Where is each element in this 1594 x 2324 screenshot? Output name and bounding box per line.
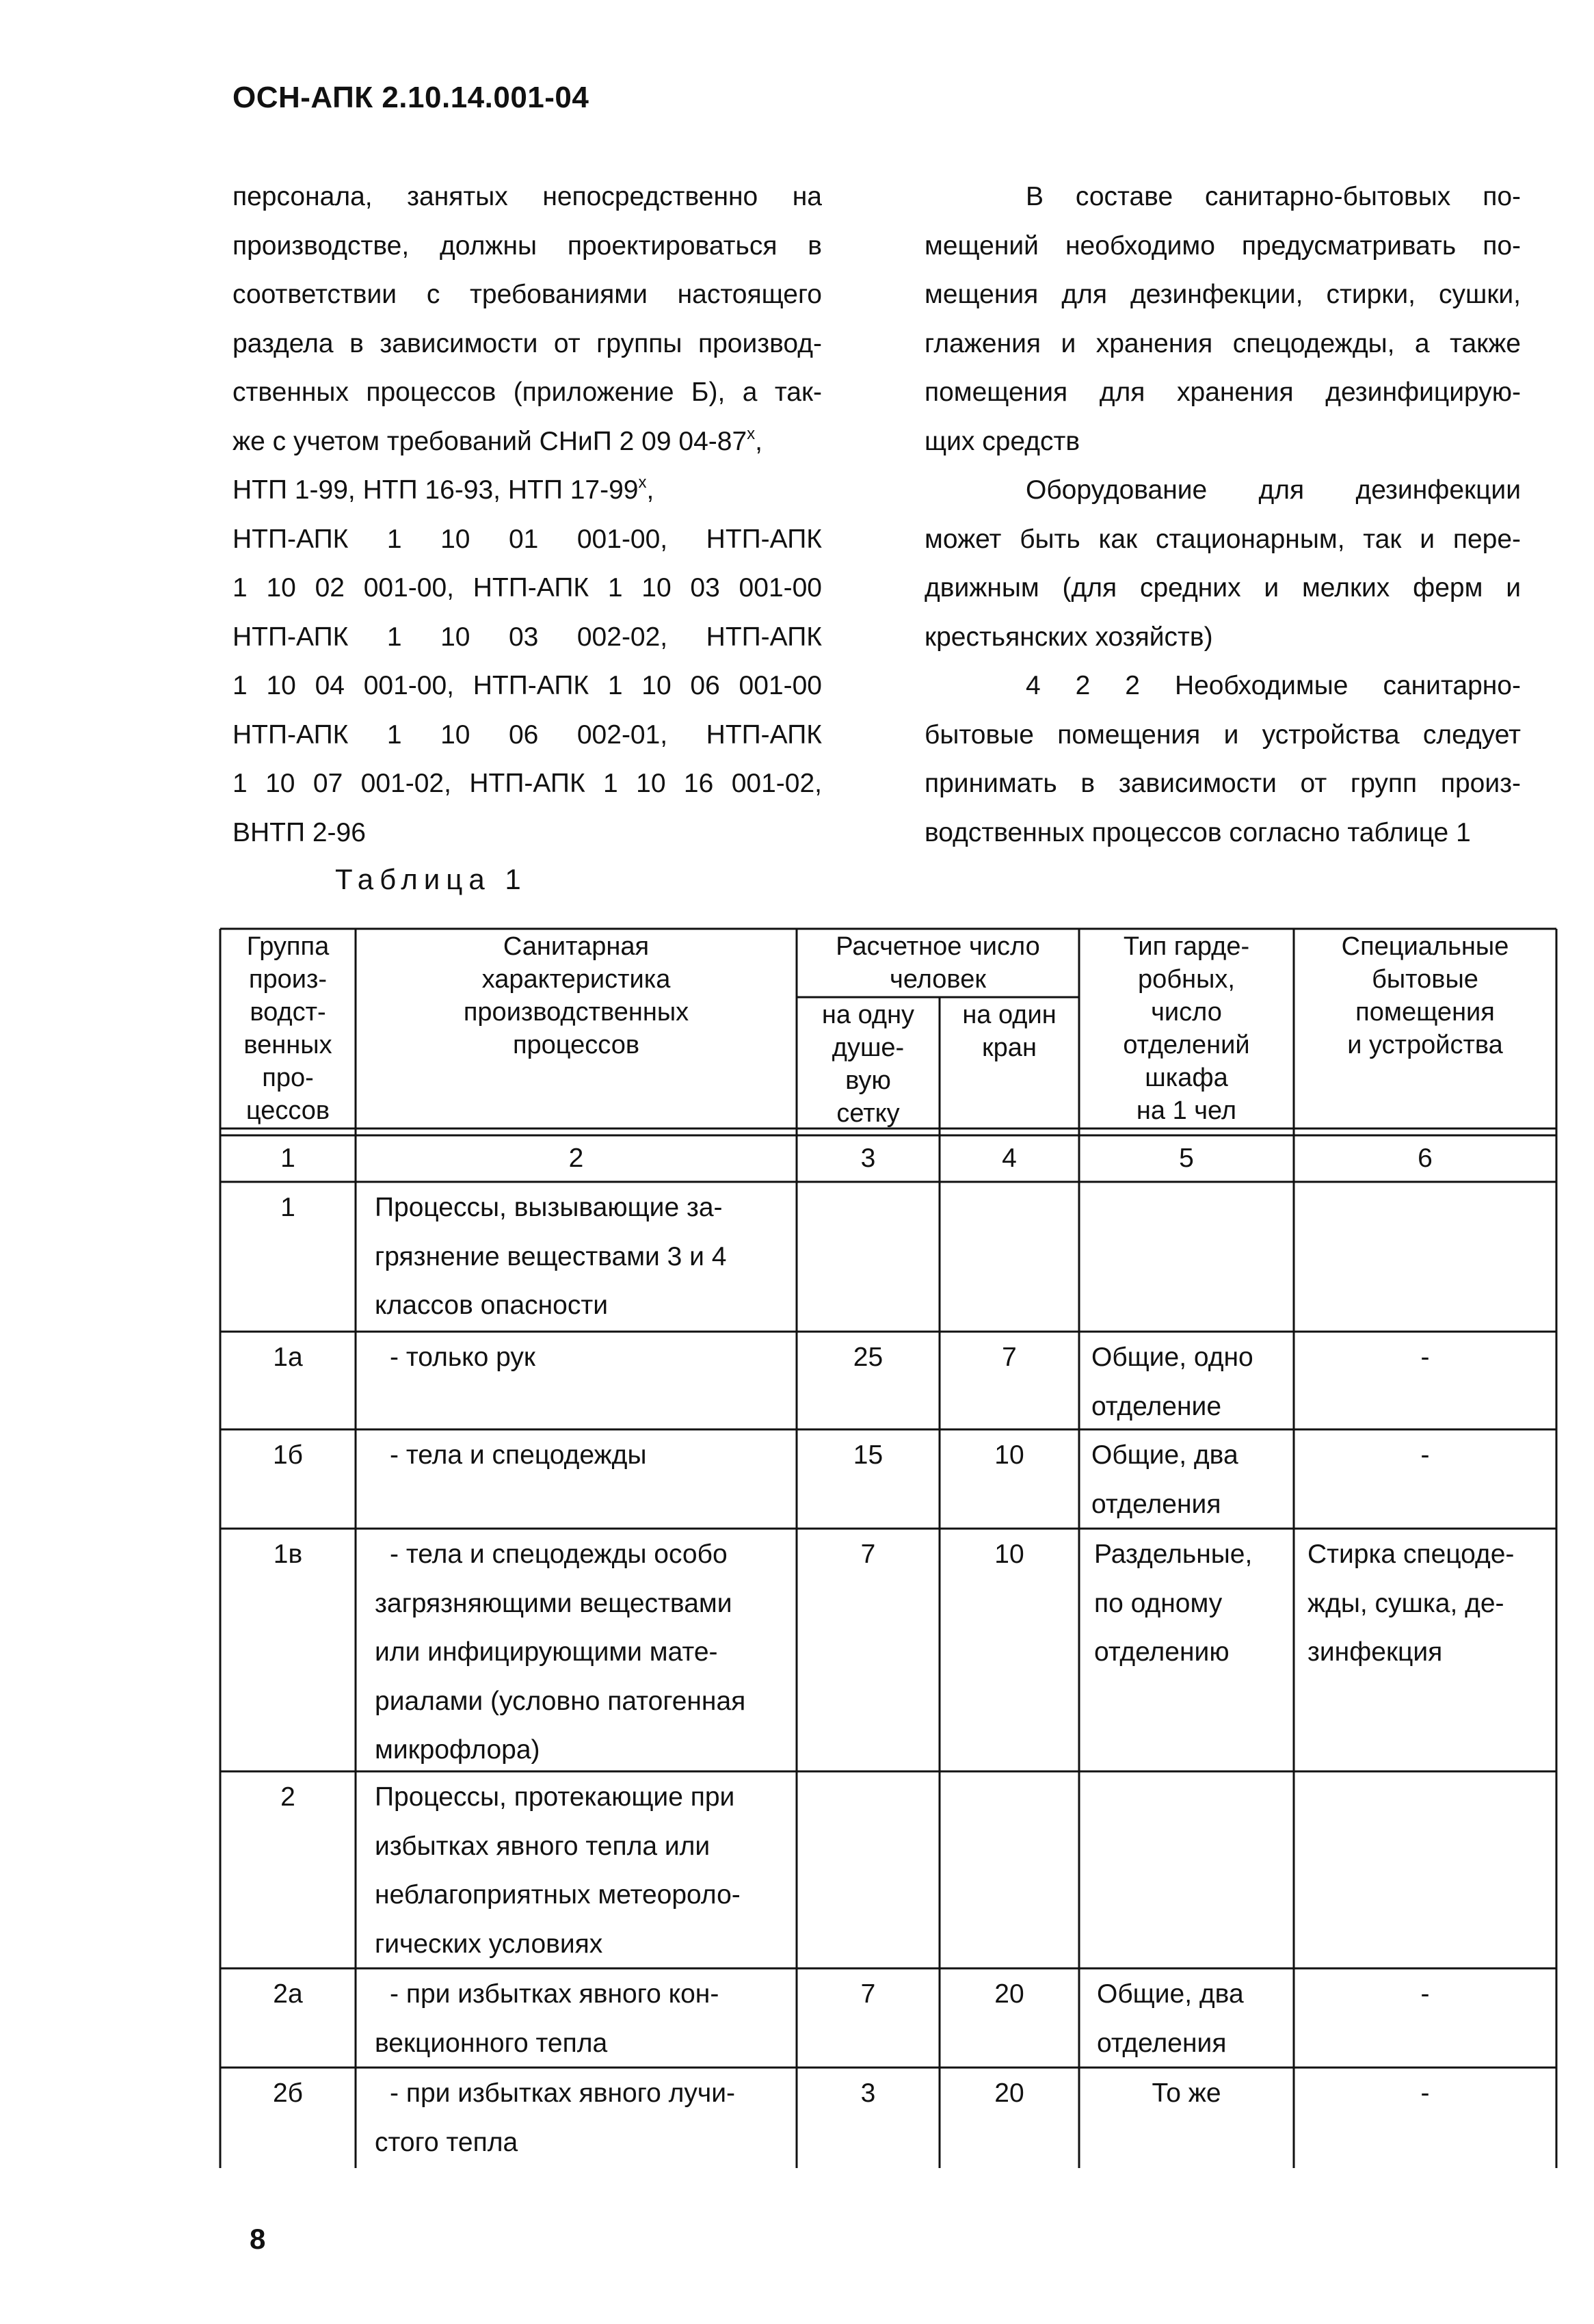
text-span: же с учетом требований СНиП 2 09 04-87 [233, 426, 747, 456]
header-group [220, 930, 356, 1127]
row-tap: 10 [994, 1540, 1024, 1569]
column-number: 1 [280, 1144, 295, 1173]
cell-line: То же [1152, 2078, 1221, 2108]
header-line: произ- [248, 965, 328, 994]
text-line: глажения и хранения спецодежды, а также [925, 328, 1521, 358]
row-wardrobe [1097, 1970, 1291, 2068]
cell-line: Процессы, протекающие при [375, 1782, 735, 1812]
header-line: число [1151, 998, 1222, 1027]
cell-line: векционного тепла [375, 2028, 608, 2058]
row-shower: 15 [853, 1440, 884, 1470]
row-special [1307, 1530, 1554, 1677]
cell-line: микрофлора) [375, 1735, 540, 1765]
header-line: человек [890, 965, 986, 994]
text-line [233, 466, 822, 515]
cell-line: - [1420, 2078, 1430, 2108]
cell-line: - [1420, 1343, 1430, 1372]
cell-line: отделению [1094, 1637, 1230, 1667]
header-line: душе- [832, 1033, 905, 1062]
header-line: Специальные [1341, 932, 1509, 961]
text-line: НТП-АПК 1 10 03 002-02, НТП-АПК [233, 622, 822, 652]
cell-line: - только рук [390, 1343, 535, 1372]
header-line: на 1 чел [1136, 1096, 1237, 1125]
row-group: 2 [280, 1782, 295, 1812]
cell-line: избытках явного тепла или [375, 1831, 710, 1861]
header-line: цессов [245, 1096, 330, 1125]
table-caption: Таблица 1 [335, 863, 527, 895]
text-span: , [646, 475, 654, 505]
header-special [1294, 930, 1556, 1061]
text-line: крестьянских хозяйств) [925, 622, 1213, 652]
cell-line: классов опасности [375, 1291, 609, 1320]
header-line: характеристика [481, 965, 671, 994]
text-span: НТП 1-99, НТП 16-93, НТП 17-99 [233, 475, 639, 505]
row-group: 1 [280, 1193, 295, 1222]
row-shower: 3 [860, 2078, 876, 2108]
text-line: Оборудование для дезинфекции [1026, 475, 1521, 505]
header-line: кран [982, 1033, 1037, 1062]
column-number: 3 [860, 1144, 876, 1173]
cell-line: - тела и спецодежды особо [390, 1540, 728, 1569]
row-wardrobe [1094, 1530, 1291, 1677]
cell-line: - при избытках явного кон- [390, 1979, 719, 2009]
text-line: ВНТП 2-96 [233, 817, 366, 847]
text-line: производстве, должны проектироваться в [233, 230, 822, 261]
text-line: 1 10 02 001-00, НТП-АПК 1 10 03 001-00 [233, 573, 822, 603]
header-characteristic [356, 930, 797, 1061]
text-line: щих средств [925, 426, 1080, 456]
text-line [233, 417, 822, 466]
header-line: производственных [463, 998, 689, 1027]
header-line: робных, [1138, 965, 1235, 994]
cell-line: неблагоприятных метеороло- [375, 1880, 741, 1910]
header-line: отделений [1123, 1031, 1250, 1059]
header-line: шкафа [1145, 1064, 1228, 1092]
header-per-tap [940, 999, 1079, 1064]
column-number: 4 [1002, 1144, 1017, 1173]
row-group: 1а [273, 1343, 303, 1372]
row-wardrobe [1091, 1333, 1290, 1431]
row-characteristic [390, 1431, 793, 1480]
cell-line: или инфицирующими мате- [375, 1637, 718, 1667]
text-line: мещения для дезинфекции, стирки, сушки, [925, 280, 1521, 309]
page-number: 8 [250, 2223, 266, 2255]
row-group: 2б [272, 2078, 304, 2108]
cell-line: - при избытках явного лучи- [390, 2078, 735, 2108]
text-line: соответствии с требованиями настоящего [233, 280, 822, 309]
text-line: водственных процессов согласно таблице 1 [925, 817, 1471, 847]
cell-line: Общие, два [1097, 1979, 1244, 2009]
cell-line: грязнение веществами 3 и 4 [375, 1241, 727, 1271]
row-group: 1б [272, 1440, 304, 1470]
row-tap: 7 [1002, 1343, 1017, 1372]
cell-line: - [1420, 1979, 1430, 2009]
cell-line: - [1420, 1440, 1430, 1470]
row-special [1294, 1431, 1556, 1480]
cell-line: гических условиях [375, 1929, 603, 1959]
header-line: сетку [836, 1099, 900, 1128]
cell-line: стого тепла [375, 2127, 518, 2157]
text-line: НТП-АПК 1 10 06 002-01, НТП-АПК [233, 719, 822, 750]
header-calc [797, 930, 1079, 996]
text-line: НТП-АПК 1 10 01 001-00, НТП-АПК [233, 524, 822, 554]
cell-line: риалами (условно патогенная [375, 1686, 746, 1716]
text-line: мещений необходимо предусматривать по- [925, 230, 1521, 261]
column-number: 6 [1418, 1144, 1433, 1173]
right-text-column [925, 172, 1521, 857]
cell-line: загрязняющими веществами [375, 1588, 732, 1618]
text-line: 4 2 2 Необходимые санитарно- [1026, 671, 1521, 700]
left-text-column [233, 172, 822, 857]
header-wardrobe [1079, 930, 1294, 1127]
column-number: 5 [1179, 1144, 1194, 1173]
text-line: ственных процессов (приложение Б), а так- [233, 378, 822, 407]
row-shower: 7 [860, 1979, 876, 2009]
text-line: 1 10 07 001-02, НТП-АПК 1 10 16 001-02, [233, 769, 822, 798]
row-group: 1в [273, 1540, 303, 1569]
cell-line: зинфекция [1307, 1637, 1443, 1667]
cell-line: отделения [1091, 1489, 1221, 1519]
text-line: принимать в зависимости от групп произ- [925, 769, 1521, 798]
row-tap: 20 [994, 1979, 1024, 2009]
superscript: х [638, 473, 647, 492]
row-group: 2а [273, 1979, 303, 2009]
header-line: про- [262, 1064, 314, 1092]
text-line: помещения для хранения дезинфицирую- [925, 378, 1521, 407]
cell-line: Общие, одно [1091, 1343, 1253, 1372]
row-tap: 20 [994, 2078, 1024, 2108]
row-special [1294, 1333, 1556, 1382]
row-tap: 10 [994, 1440, 1024, 1470]
cell-line: Стирка спецоде- [1307, 1540, 1515, 1569]
row-characteristic [375, 1530, 793, 1775]
row-characteristic [390, 1333, 793, 1382]
header-line: на одну [821, 1001, 915, 1029]
superscript: х [747, 424, 756, 443]
cell-line: Раздельные, [1094, 1540, 1253, 1569]
header-line: водст- [250, 998, 326, 1027]
cell-line: жды, сушка, де- [1307, 1588, 1504, 1618]
text-line: раздела в зависимости от группы производ- [233, 328, 822, 358]
row-characteristic [375, 2069, 793, 2167]
header-line: и устройства [1347, 1031, 1503, 1059]
document-code: ОСН-АПК 2.10.14.001-04 [233, 81, 589, 114]
row-shower: 25 [853, 1343, 884, 1372]
header-line: процессов [512, 1031, 640, 1059]
text-line: В составе санитарно-бытовых по- [1026, 182, 1521, 211]
header-per-shower [797, 999, 940, 1130]
cell-line: - тела и спецодежды [390, 1440, 647, 1470]
cell-line: отделение [1091, 1391, 1222, 1421]
header-line: Тип гарде- [1123, 932, 1250, 961]
text-line: персонала, занятых непосредственно на [233, 182, 822, 211]
row-shower: 7 [860, 1540, 876, 1569]
row-characteristic [375, 1773, 793, 1968]
text-line: движным (для средних и мелких ферм и [925, 573, 1521, 603]
text-line: 1 10 04 001-00, НТП-АПК 1 10 06 001-00 [233, 671, 822, 700]
header-line: вую [845, 1066, 891, 1095]
text-span: , [755, 426, 762, 456]
text-line: бытовые помещения и устройства следует [925, 719, 1521, 750]
cell-line: Общие, два [1091, 1440, 1238, 1470]
header-line: Группа [246, 932, 330, 961]
cell-line: отделения [1097, 2028, 1227, 2058]
row-special [1294, 1970, 1556, 2019]
text-line: может быть как стационарным, так и пере- [925, 524, 1521, 554]
row-wardrobe [1079, 2069, 1294, 2118]
row-characteristic [375, 1183, 792, 1330]
row-special [1294, 2069, 1556, 2118]
header-line: Расчетное число [836, 932, 1040, 961]
header-line: бытовые [1372, 965, 1478, 994]
row-characteristic [375, 1970, 793, 2068]
header-line: на один [962, 1001, 1057, 1029]
header-line: помещения [1355, 998, 1495, 1027]
cell-line: по одному [1094, 1588, 1223, 1618]
column-number: 2 [568, 1144, 584, 1173]
header-line: Санитарная [503, 932, 650, 961]
cell-line: Процессы, вызывающие за- [375, 1193, 723, 1222]
header-line: венных [243, 1031, 332, 1059]
row-wardrobe [1091, 1431, 1290, 1529]
